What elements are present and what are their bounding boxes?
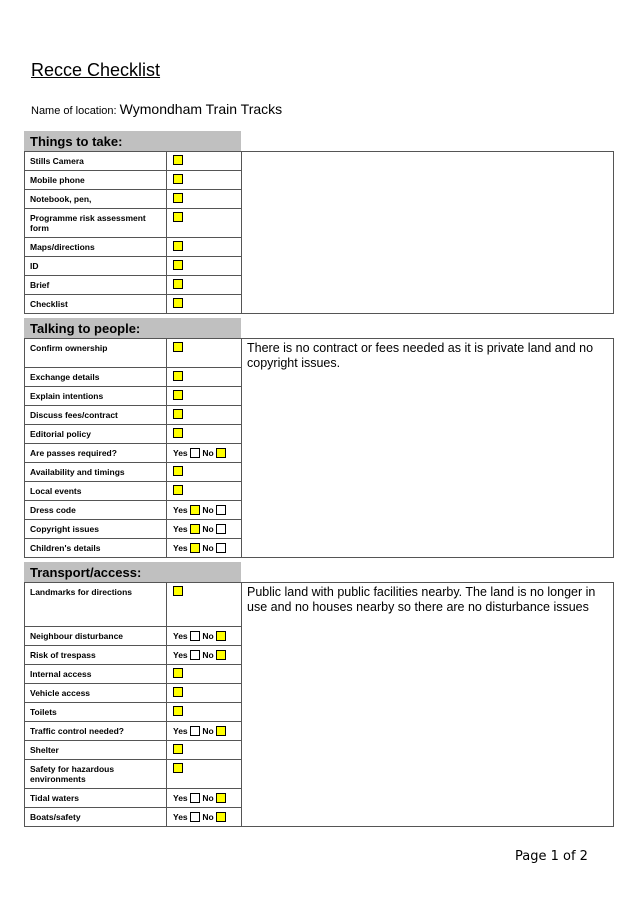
row-checkbox-cell xyxy=(167,789,242,808)
yes-checkbox[interactable] xyxy=(190,726,200,736)
section-notes[interactable]: There is no contract or fees needed as it is private land and no copyright issues. xyxy=(242,339,614,558)
location-value: Wymondham Train Tracks xyxy=(119,101,283,117)
checkbox[interactable] xyxy=(173,174,183,184)
row-checkbox-cell xyxy=(167,444,242,463)
section-table-talking xyxy=(24,338,614,558)
checkbox[interactable] xyxy=(173,260,183,270)
row-checkbox-cell xyxy=(167,276,242,295)
row-label: Tidal waters xyxy=(25,789,167,808)
checkbox[interactable] xyxy=(173,298,183,308)
row-checkbox-cell xyxy=(167,482,242,501)
checkbox[interactable] xyxy=(173,409,183,419)
row-label: Risk of trespass xyxy=(25,646,167,665)
row-checkbox-cell xyxy=(167,190,242,209)
yes-label: Yes xyxy=(173,811,188,822)
row-checkbox-cell xyxy=(167,583,242,627)
row-label: Neighbour disturbance xyxy=(25,627,167,646)
row-checkbox-cell xyxy=(167,295,242,314)
row-label: Local events xyxy=(25,482,167,501)
section-heading-things: Things to take: xyxy=(24,131,241,151)
row-checkbox-cell xyxy=(167,665,242,684)
row-label: Maps/directions xyxy=(25,238,167,257)
no-label: No xyxy=(202,447,214,458)
row-checkbox-cell xyxy=(167,387,242,406)
yes-label: Yes xyxy=(173,447,188,458)
section-table-transport xyxy=(24,582,614,827)
yes-label: Yes xyxy=(173,725,188,736)
section-notes[interactable]: Public land with public facilities nearby. The land is no longer in use and no houses nearby so there are no disturbance issues xyxy=(242,583,614,827)
row-label: Internal access xyxy=(25,665,167,684)
checkbox[interactable] xyxy=(173,485,183,495)
no-checkbox[interactable] xyxy=(216,726,226,736)
row-checkbox-cell xyxy=(167,808,242,827)
yes-label: Yes xyxy=(173,542,188,553)
checklist-row xyxy=(25,152,614,171)
row-checkbox-cell xyxy=(167,238,242,257)
checkbox[interactable] xyxy=(173,668,183,678)
no-checkbox[interactable] xyxy=(216,524,226,534)
row-label: Explain intentions xyxy=(25,387,167,406)
checkbox[interactable] xyxy=(173,155,183,165)
section-heading-transport: Transport/access: xyxy=(24,562,241,582)
checklist-row xyxy=(25,339,614,368)
yes-label: Yes xyxy=(173,630,188,641)
checkbox[interactable] xyxy=(173,763,183,773)
row-label: Discuss fees/contract xyxy=(25,406,167,425)
page-title: Recce Checklist xyxy=(31,60,161,80)
no-checkbox[interactable] xyxy=(216,631,226,641)
no-checkbox[interactable] xyxy=(216,505,226,515)
row-checkbox-cell xyxy=(167,722,242,741)
row-label: Stills Camera xyxy=(25,152,167,171)
checkbox[interactable] xyxy=(173,279,183,289)
section-notes[interactable] xyxy=(242,152,614,314)
yes-label: Yes xyxy=(173,504,188,515)
row-label: Copyright issues xyxy=(25,520,167,539)
row-checkbox-cell xyxy=(167,152,242,171)
yes-checkbox[interactable] xyxy=(190,812,200,822)
row-label: Brief xyxy=(25,276,167,295)
row-checkbox-cell xyxy=(167,646,242,665)
row-label: Traffic control needed? xyxy=(25,722,167,741)
checkbox[interactable] xyxy=(173,466,183,476)
row-checkbox-cell xyxy=(167,703,242,722)
row-label: Notebook, pen, xyxy=(25,190,167,209)
row-label: Children's details xyxy=(25,539,167,558)
row-label: Checklist xyxy=(25,295,167,314)
checkbox[interactable] xyxy=(173,371,183,381)
yes-label: Yes xyxy=(173,649,188,660)
row-checkbox-cell xyxy=(167,760,242,789)
row-checkbox-cell xyxy=(167,339,242,368)
section-heading-talking: Talking to people: xyxy=(24,318,241,338)
no-label: No xyxy=(202,630,214,641)
checkbox[interactable] xyxy=(173,687,183,697)
checkbox[interactable] xyxy=(173,212,183,222)
checkbox[interactable] xyxy=(173,586,183,596)
row-label: Shelter xyxy=(25,741,167,760)
row-checkbox-cell xyxy=(167,741,242,760)
page-footer: Page 1 of 2 xyxy=(515,849,588,864)
no-checkbox[interactable] xyxy=(216,543,226,553)
no-checkbox[interactable] xyxy=(216,812,226,822)
yes-checkbox[interactable] xyxy=(190,505,200,515)
row-checkbox-cell xyxy=(167,539,242,558)
checkbox[interactable] xyxy=(173,342,183,352)
no-checkbox[interactable] xyxy=(216,793,226,803)
checkbox[interactable] xyxy=(173,744,183,754)
no-checkbox[interactable] xyxy=(216,650,226,660)
row-label: Editorial policy xyxy=(25,425,167,444)
no-label: No xyxy=(202,542,214,553)
row-checkbox-cell xyxy=(167,463,242,482)
yes-checkbox[interactable] xyxy=(190,448,200,458)
no-checkbox[interactable] xyxy=(216,448,226,458)
row-checkbox-cell xyxy=(167,209,242,238)
row-checkbox-cell xyxy=(167,257,242,276)
yes-label: Yes xyxy=(173,523,188,534)
yes-checkbox[interactable] xyxy=(190,543,200,553)
row-label: Safety for hazardous environments xyxy=(25,760,167,789)
row-label: Exchange details xyxy=(25,368,167,387)
row-label: Landmarks for directions xyxy=(25,583,167,627)
row-checkbox-cell xyxy=(167,520,242,539)
row-label: Boats/safety xyxy=(25,808,167,827)
checklist-row xyxy=(25,583,614,627)
row-label: Vehicle access xyxy=(25,684,167,703)
no-label: No xyxy=(202,504,214,515)
yes-label: Yes xyxy=(173,792,188,803)
checkbox[interactable] xyxy=(173,706,183,716)
no-label: No xyxy=(202,792,214,803)
row-checkbox-cell xyxy=(167,684,242,703)
yes-checkbox[interactable] xyxy=(190,524,200,534)
no-label: No xyxy=(202,811,214,822)
section-table-things xyxy=(24,151,614,314)
row-checkbox-cell xyxy=(167,627,242,646)
row-label: Toilets xyxy=(25,703,167,722)
row-checkbox-cell xyxy=(167,425,242,444)
row-checkbox-cell xyxy=(167,368,242,387)
row-label: ID xyxy=(25,257,167,276)
checkbox[interactable] xyxy=(173,428,183,438)
no-label: No xyxy=(202,523,214,534)
row-checkbox-cell xyxy=(167,406,242,425)
checkbox[interactable] xyxy=(173,241,183,251)
row-checkbox-cell xyxy=(167,171,242,190)
no-label: No xyxy=(202,649,214,660)
checkbox[interactable] xyxy=(173,390,183,400)
location-label: Name of location xyxy=(31,105,114,117)
row-checkbox-cell xyxy=(167,501,242,520)
row-label: Confirm ownership xyxy=(25,339,167,368)
row-label: Are passes required? xyxy=(25,444,167,463)
row-label: Mobile phone xyxy=(25,171,167,190)
row-label: Dress code xyxy=(25,501,167,520)
yes-checkbox[interactable] xyxy=(190,650,200,660)
yes-checkbox[interactable] xyxy=(190,631,200,641)
yes-checkbox[interactable] xyxy=(190,793,200,803)
checkbox[interactable] xyxy=(173,193,183,203)
no-label: No xyxy=(202,725,214,736)
row-label: Availability and timings xyxy=(25,463,167,482)
location-line: Name of location: Wymondham Train Tracks xyxy=(31,101,283,117)
row-label: Programme risk assessment form xyxy=(25,209,167,238)
